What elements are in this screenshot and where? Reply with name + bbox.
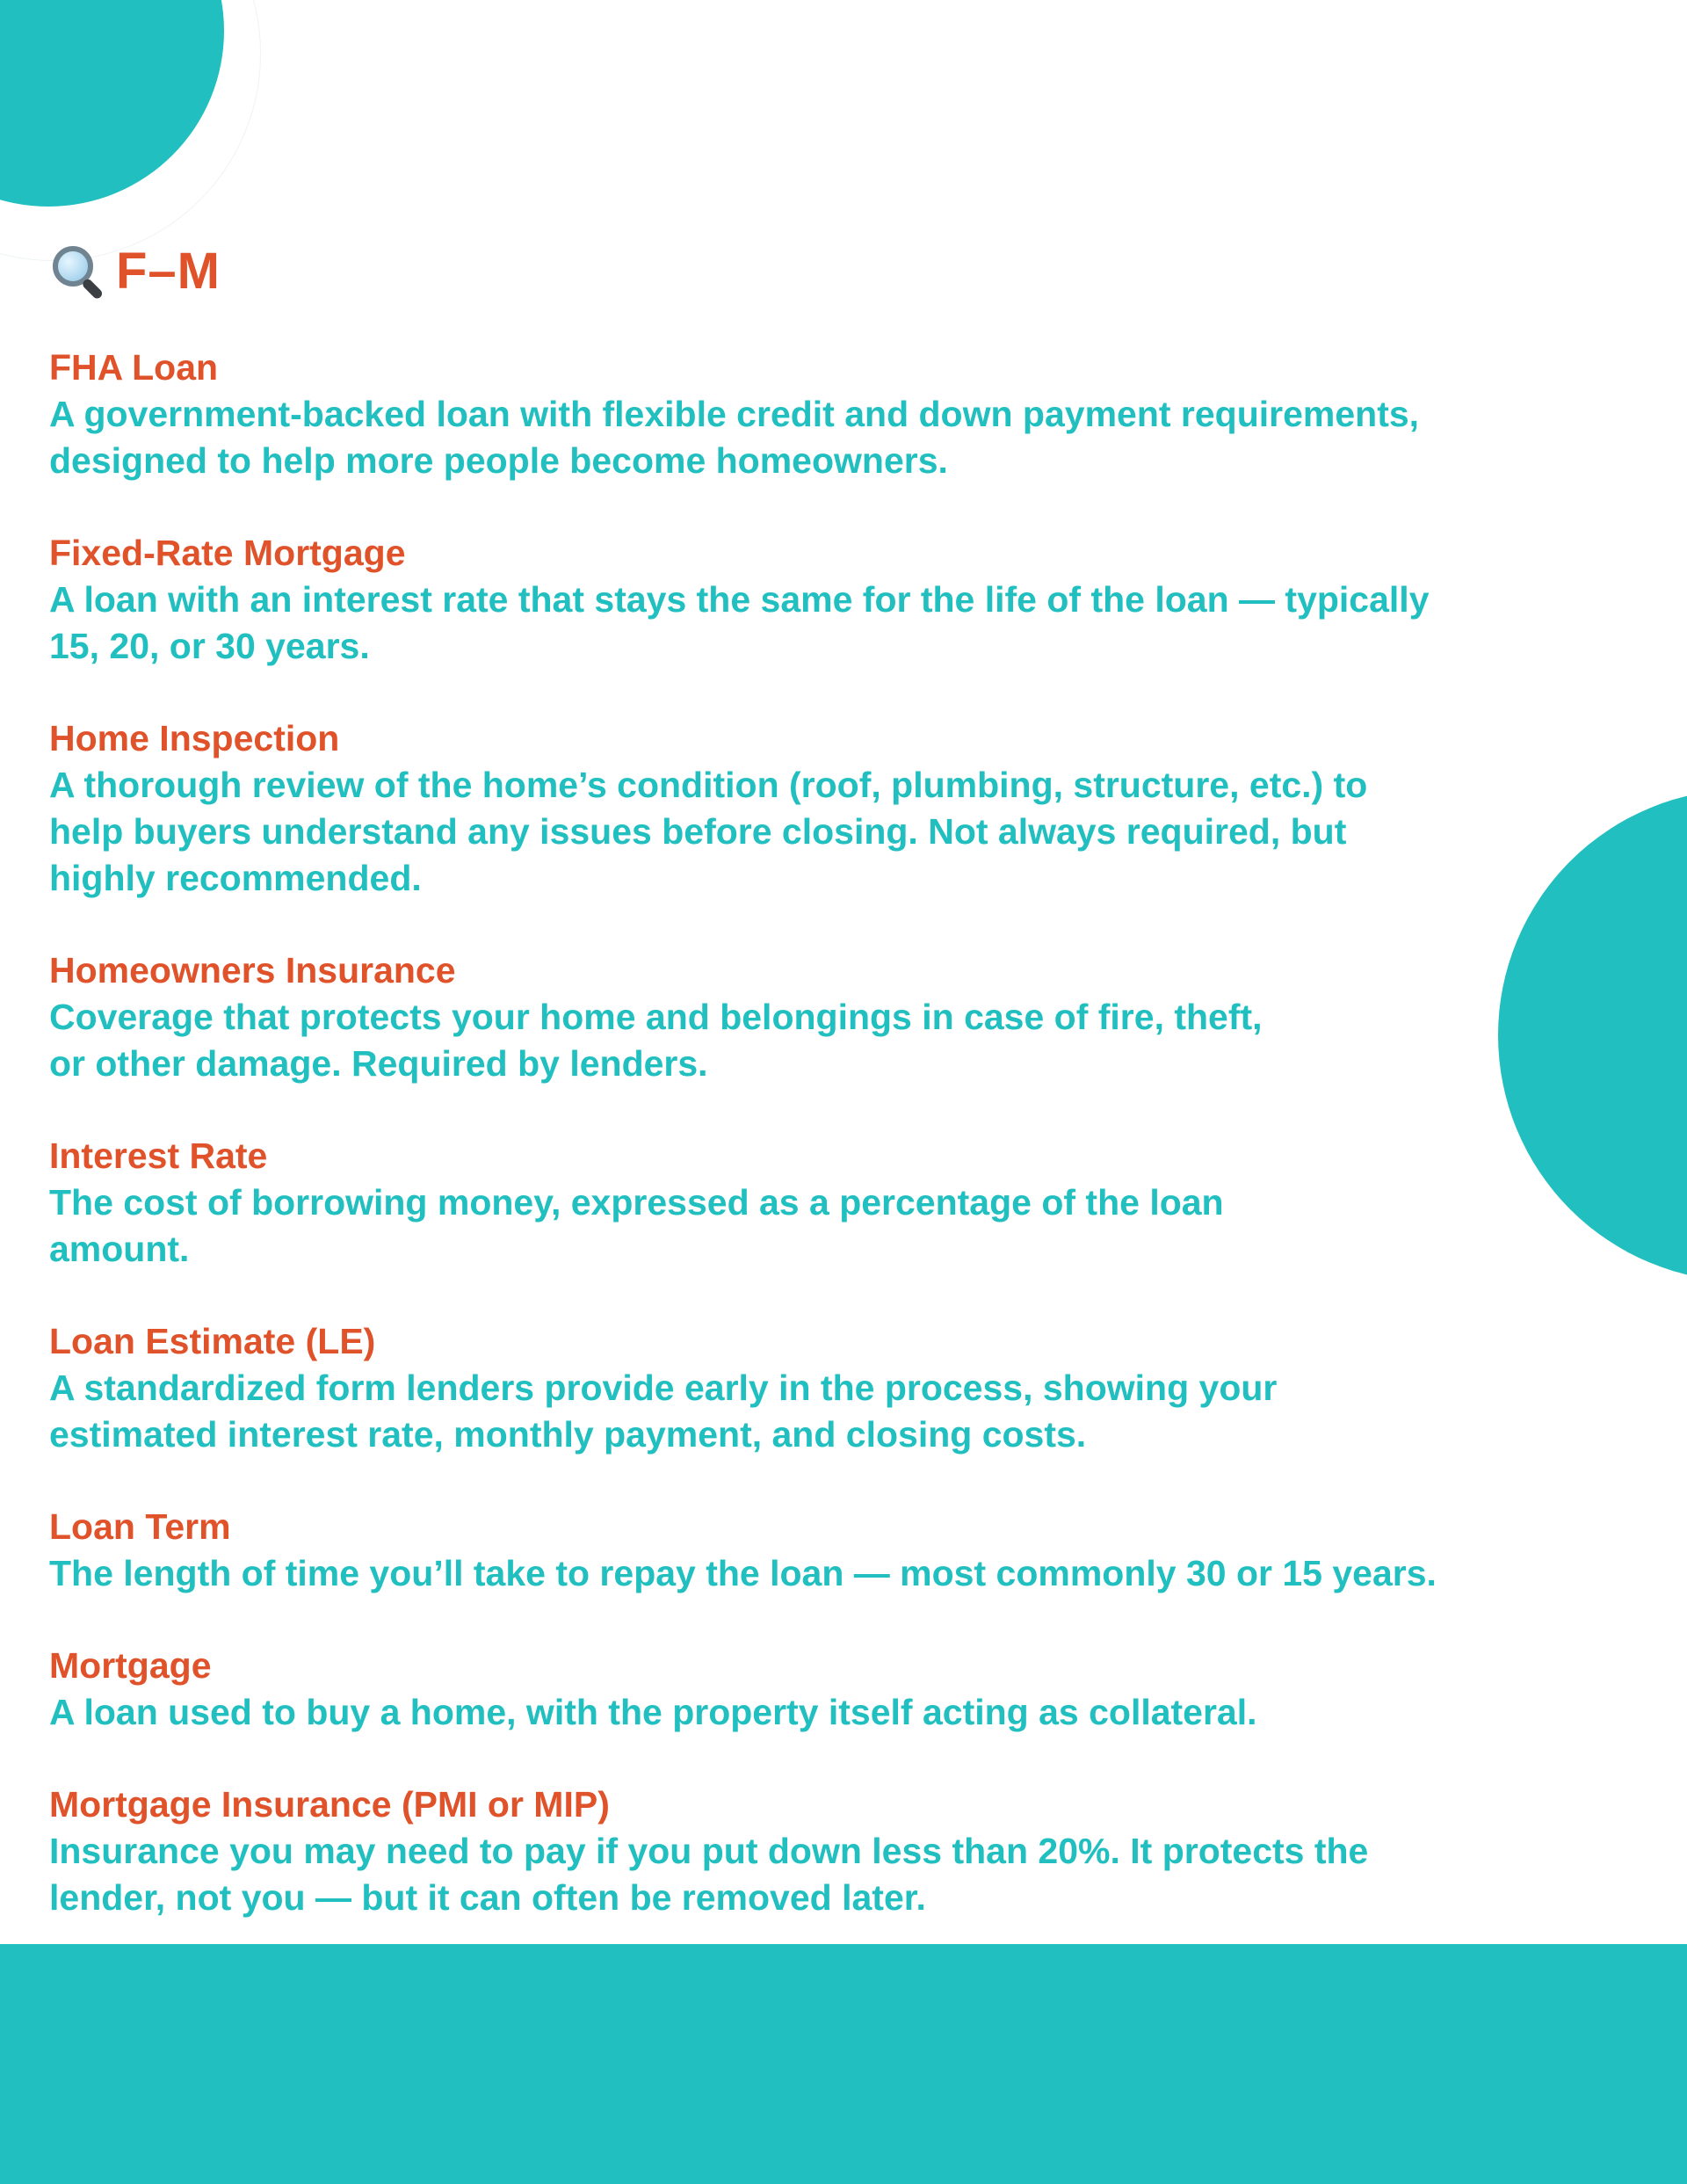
glossary-entry [49, 1133, 1631, 1273]
glossary-entry [49, 1643, 1631, 1736]
glossary-entry [49, 1318, 1631, 1458]
glossary-entry [49, 947, 1631, 1087]
glossary-entry [49, 715, 1631, 902]
definition-line: Coverage that protects your home and belongings in case of fire, theft, [49, 997, 1263, 1037]
glossary-term: Mortgage Insurance (PMI or MIP) [49, 1784, 610, 1825]
glossary-definition [49, 1365, 1631, 1458]
definition-line: A standardized form lenders provide early in the process, showing your [49, 1368, 1278, 1408]
glossary-definition [49, 1828, 1631, 1921]
glossary-term: FHA Loan [49, 347, 219, 388]
definition-line: or other damage. Required by lenders. [49, 1043, 708, 1084]
definition-line: A thorough review of the home’s condition (roof, plumbing, structure, etc.) to [49, 765, 1368, 805]
definition-line: lender, not you — but it can often be removed later. [49, 1877, 926, 1918]
glossary-entry [49, 1781, 1631, 1921]
definition-line: 15, 20, or 30 years. [49, 626, 370, 666]
glossary-list [49, 345, 1631, 1967]
glossary-term: Interest Rate [49, 1136, 268, 1176]
glossary-definition [49, 577, 1631, 670]
glossary-term: Homeowners Insurance [49, 950, 456, 990]
glossary-definition [49, 1550, 1631, 1597]
glossary-term: Loan Term [49, 1506, 231, 1547]
definition-line: A loan used to buy a home, with the property itself acting as collateral. [49, 1692, 1257, 1732]
magnifying-glass-icon [49, 243, 105, 299]
definition-line: The length of time you’ll take to repay the loan — most commonly 30 or 15 years. [49, 1553, 1437, 1593]
section-heading [49, 239, 221, 302]
definition-line: amount. [49, 1229, 190, 1269]
footer-band [0, 1944, 1687, 2184]
section-heading-text: F–M [116, 242, 221, 300]
definition-line: A government-backed loan with flexible credit and down payment requirements, [49, 394, 1420, 434]
glossary-term: Mortgage [49, 1645, 212, 1686]
definition-line: The cost of borrowing money, expressed as a percentage of the loan [49, 1182, 1224, 1223]
glossary-definition [49, 1179, 1631, 1273]
definition-line: help buyers understand any issues before closing. Not always required, but [49, 811, 1347, 852]
definition-line: estimated interest rate, monthly payment, and closing costs. [49, 1414, 1087, 1455]
glossary-entry [49, 345, 1631, 484]
glossary-definition [49, 1689, 1631, 1736]
glossary-term: Loan Estimate (LE) [49, 1321, 376, 1361]
glossary-definition [49, 762, 1631, 902]
definition-line: A loan with an interest rate that stays the same for the life of the loan — typically [49, 579, 1430, 620]
glossary-term: Fixed-Rate Mortgage [49, 533, 406, 573]
glossary-term: Home Inspection [49, 718, 340, 758]
definition-line: designed to help more people become homeowners. [49, 440, 948, 481]
definition-line: highly recommended. [49, 858, 422, 898]
glossary-definition [49, 391, 1631, 484]
glossary-entry [49, 1504, 1631, 1597]
definition-line: Insurance you may need to pay if you put down less than 20%. It protects the [49, 1831, 1369, 1871]
glossary-definition [49, 994, 1631, 1087]
glossary-entry [49, 530, 1631, 670]
